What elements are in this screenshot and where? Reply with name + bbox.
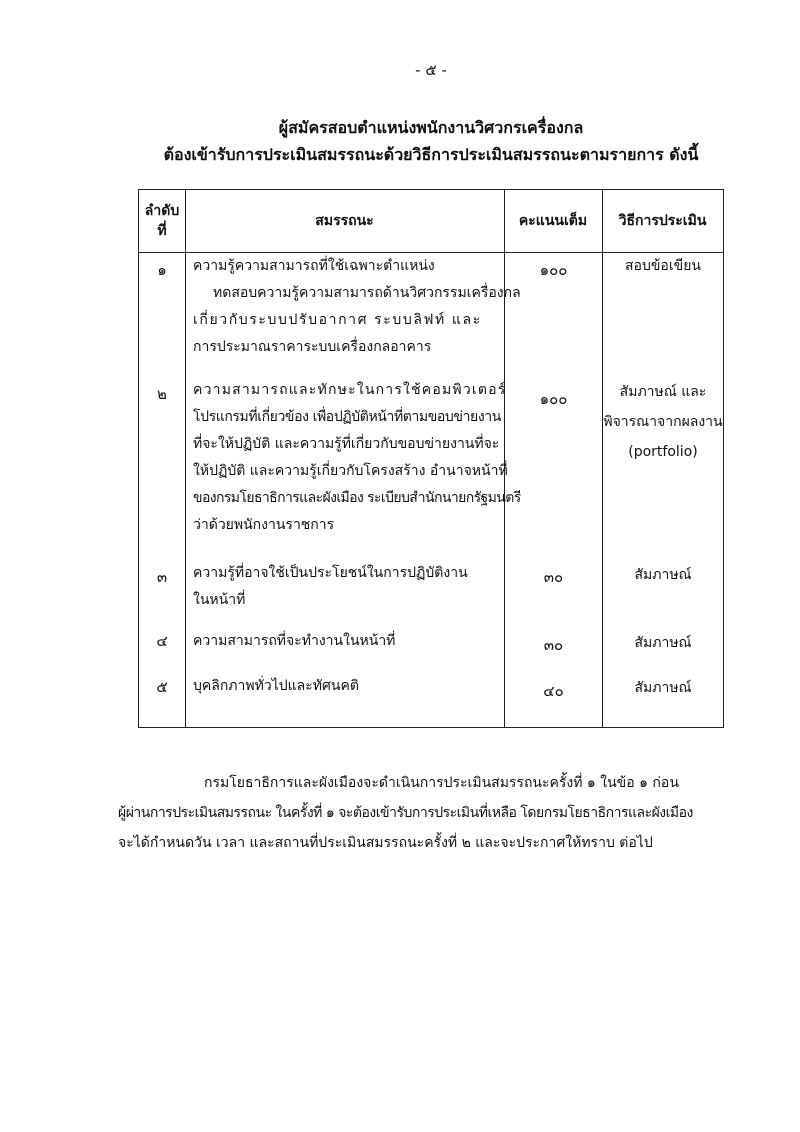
row-competency [193,560,499,614]
footer-line-1: กรมโยธาธิการและผังเมืองจะดำเนินการประเมินสมรรถนะครั้งที่ ๑ ในข้อ ๑ ก่อน [204,775,679,791]
competency-line: ความรู้ความสามารถที่ใช้เฉพาะตำแหน่ง [193,258,435,274]
page-number: - ๕ - [415,61,447,79]
method-line: สอบข้อเขียน [625,258,701,274]
competency-line: ให้ปฏิบัติ และความรู้เกี่ยวกับโครงสร้าง อำนาจหน้าที่ [193,463,508,479]
header-competency: สมรรถนะ [315,213,374,229]
header-full-score: คะแนนเต็ม [518,213,588,229]
method-line: สัมภาษณ์ [634,680,692,696]
method-line: (portfolio) [628,444,698,460]
row-competency [193,673,499,700]
row-method [603,560,723,590]
competency-line: ว่าด้วยพนักงานราชการ [193,517,335,533]
competency-line: ที่จะให้ปฏิบัติ และความรู้ที่เกี่ยวกับขอบข่ายงานที่จะ [193,436,500,452]
header-order [139,190,185,252]
row-order: ๑ [157,261,167,279]
row-competency [193,253,521,361]
competency-line: ของกรมโยธาธิการและผังเมือง ระเบียบสำนักนายกรัฐมนตรี [193,490,521,506]
footer-line-2: ผู้ผ่านการประเมินสมรรถนะ ในครั้งที่ ๑ จะต้องเข้ารับการประเมินที่เหลือ โดยกรมโยธาธิการและผังเมือง [118,805,693,821]
competency-line: บุคลิกภาพทั่วไปและทัศนคติ [193,678,359,694]
competency-line: เกี่ยวกับระบบปรับอากาศ ระบบลิฟท์ และ [193,312,482,328]
header-order-line2: ที่ [157,223,167,239]
row-order: ๕ [156,678,168,696]
header-method: วิธีการประเมิน [618,213,707,229]
title-line-2: ต้องเข้ารับการประเมินสมรรถนะด้วยวิธีการประเมินสมรรถนะตามรายการ ดังนี้ [163,145,699,164]
row-method [603,628,723,658]
row-order: ๒ [157,385,167,403]
row-order: ๔ [156,632,168,650]
title-line-1: ผู้สมัครสอบตำแหน่งพนักงานวิศวกรเครื่องกล [278,118,584,137]
row-order: ๓ [156,568,168,586]
row-score: ๑๐๐ [539,261,568,279]
competency-line: ความสามารถที่จะทำงานในหน้าที่ [193,633,396,649]
row-score: ๓๐ [543,636,564,654]
competency-line: โปรแกรมที่เกี่ยวข้อง เพื่อปฏิบัติหน้าที่ตามขอบข่ายงาน [193,409,501,425]
competency-line: ในหน้าที่ [193,592,246,608]
competency-table [138,189,724,728]
row-score: ๑๐๐ [539,390,568,408]
method-line: สัมภาษณ์ [634,567,692,583]
footer-line-3: จะได้กำหนดวัน เวลา และสถานที่ประเมินสมรรถนะครั้งที่ ๒ และจะประกาศให้ทราบ ต่อไป [118,835,653,851]
row-score: ๔๐ [543,682,564,700]
row-competency [193,377,521,539]
row-method [603,673,723,703]
method-line: สัมภาษณ์ [634,635,692,651]
row-competency [193,628,499,655]
footer-paragraph [118,768,728,858]
method-line: สัมภาษณ์ และ [619,384,707,400]
competency-line: ความรู้ที่อาจใช้เป็นประโยชน์ในการปฏิบัติงาน [193,565,468,581]
row-method [603,377,723,467]
header-order-line1: ลำดับ [144,203,180,219]
competency-line: การประมาณราคาระบบเครื่องกลอาคาร [193,339,432,355]
method-line: พิจารณาจากผลงาน [603,414,723,430]
competency-line: ความสามารถและทักษะในการใช้คอมพิวเตอร์ [193,382,507,398]
row-score: ๓๐ [543,568,564,586]
competency-line: ทดสอบความรู้ความสามารถด้านวิศวกรรมเครื่องกล [213,285,521,301]
row-method [603,251,723,281]
